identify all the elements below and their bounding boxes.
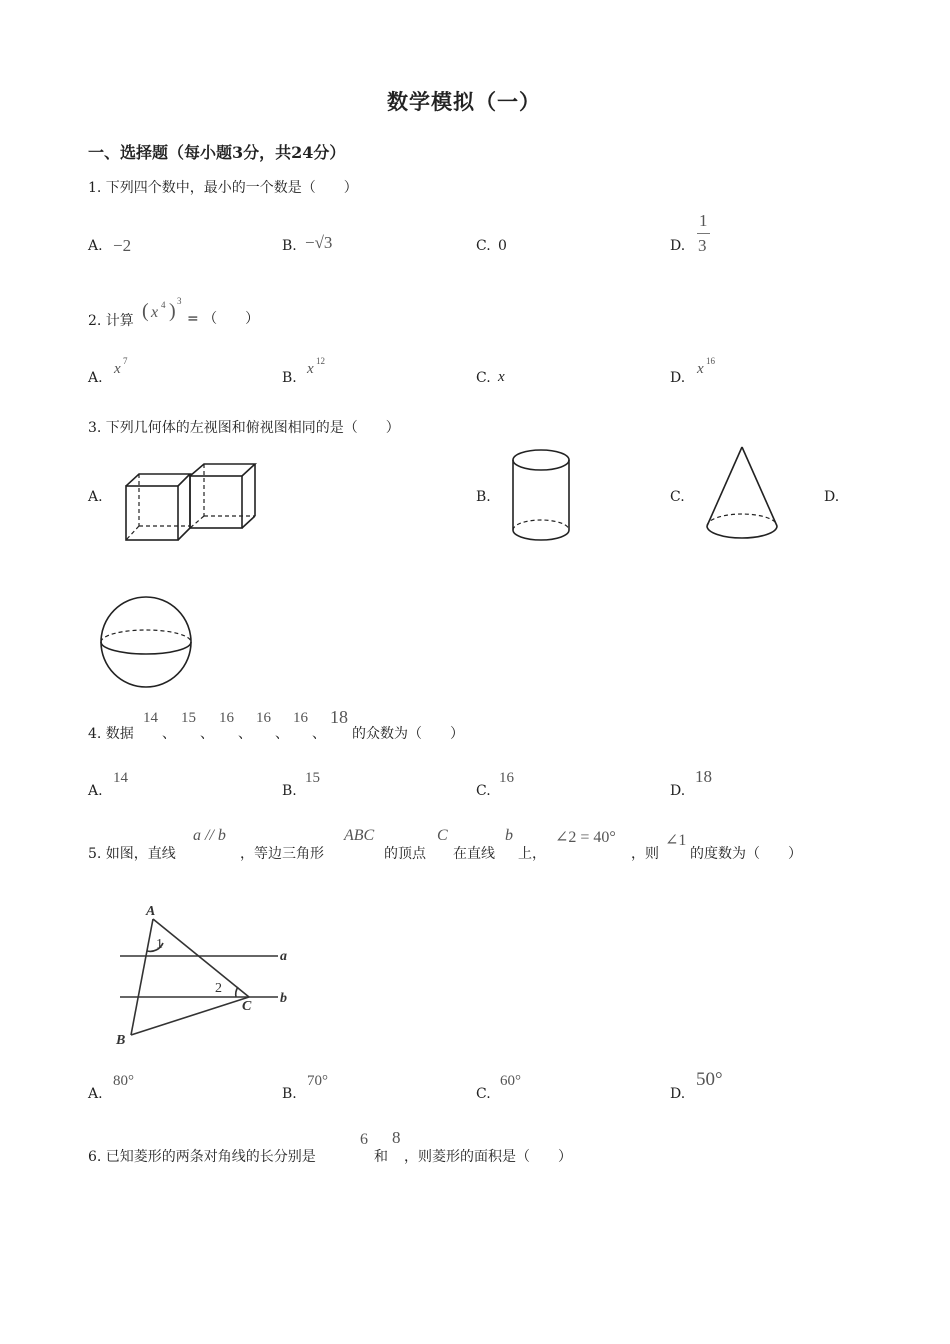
separator: 、 [312, 726, 326, 742]
q3-option-c-label: C. [670, 489, 685, 505]
q5-option-a-label: A. [88, 1086, 103, 1102]
q5-option-b-label: B. [282, 1086, 297, 1102]
q3-option-b-label: B. [476, 489, 491, 505]
question-6-text-3: ，则菱形的面积是（ ） [404, 1149, 572, 1165]
question-6-text-2: 和 [374, 1149, 388, 1165]
q5-option-c-label: C. [476, 1086, 491, 1102]
page-title: 数学模拟（一） [387, 89, 541, 114]
q2-option-b-exponent: 12 [316, 356, 325, 366]
cylinder-figure [508, 446, 576, 546]
question-5-text-3: 的顶点 [384, 846, 426, 862]
q3-option-d-label: D. [824, 489, 840, 505]
q4-option-a-label: A. [88, 783, 103, 799]
question-3-stem: 3. 下列几何体的左视图和俯视图相同的是（ ） [88, 420, 400, 436]
q2-option-a-exponent: 7 [123, 356, 128, 366]
q5-option-d-label: D. [670, 1086, 686, 1102]
q5-option-a-value: 80° [113, 1073, 134, 1089]
q4-option-c-value: 16 [499, 770, 514, 786]
paren-left: ( [142, 300, 149, 322]
q4-data-value: 15 [181, 710, 196, 726]
q6-diagonal-1: 6 [360, 1131, 368, 1148]
q5-math-angle2: ∠2 = 40° [555, 829, 616, 846]
line-a-label: a [280, 949, 287, 964]
vertex-c-label: C [242, 999, 252, 1014]
q4-data-value: 16 [256, 710, 271, 726]
question-6-text-1: 6. 已知菱形的两条对角线的长分别是 [88, 1149, 316, 1165]
q1-option-d-denominator: 3 [698, 236, 707, 255]
q1-option-a-value: −2 [113, 236, 132, 255]
q5-option-c-value: 60° [500, 1073, 521, 1089]
question-5-text-7: 的度数为（ ） [690, 846, 802, 862]
q5-option-b-value: 70° [307, 1073, 328, 1089]
question-5-text-2: ，等边三角形 [240, 846, 324, 862]
angle-1-label: 1 [156, 937, 163, 952]
q4-option-c-label: C. [476, 783, 491, 799]
q1-option-b-label: B. [282, 238, 297, 254]
q5-option-d-value: 50° [696, 1069, 723, 1090]
sphere-figure [96, 593, 196, 691]
q1-option-d-label: D. [670, 238, 686, 254]
question-4-suffix: 的众数为（ ） [352, 726, 464, 742]
angle-2-label: 2 [215, 981, 222, 996]
q2-base: x [151, 304, 159, 321]
q5-math-vertex: C [437, 827, 448, 844]
q5-math-line: b [505, 827, 513, 844]
q5-math-angle1: ∠1 [665, 832, 687, 849]
q4-option-a-value: 14 [113, 770, 128, 786]
q2-option-d-label: D. [670, 370, 686, 386]
separator: 、 [238, 726, 252, 742]
q4-data-value: 14 [143, 710, 158, 726]
separator: 、 [200, 726, 214, 742]
q3-option-a-label: A. [88, 489, 103, 505]
q2-option-c-value: x [498, 369, 505, 385]
question-5-text-6: ，则 [631, 846, 659, 862]
q2-option-c-label: C. [476, 370, 491, 386]
q4-data-value: 16 [293, 710, 308, 726]
q2-outer-exponent: 3 [177, 296, 182, 306]
fraction-bar [697, 233, 710, 234]
q2-option-a-label: A. [88, 370, 103, 386]
question-2-prefix: 2. 计算 [88, 313, 134, 329]
q1-option-c-label: C. [476, 238, 491, 254]
q4-option-b-value: 15 [305, 770, 320, 786]
question-2-suffix: = （ ） [187, 311, 260, 327]
q2-option-d-exponent: 16 [706, 356, 715, 366]
q2-option-b-base: x [307, 361, 314, 377]
q2-option-d-base: x [697, 361, 704, 377]
q1-option-b-value: −√3 [305, 233, 333, 252]
q5-math-parallel: a // b [193, 827, 226, 844]
q4-option-d-value: 18 [695, 767, 712, 786]
q1-option-a-label: A. [88, 238, 103, 254]
vertex-a-label: A [146, 904, 156, 919]
q2-option-b-label: B. [282, 370, 297, 386]
question-5-text-1: 5. 如图，直线 [88, 846, 176, 862]
q4-option-b-label: B. [282, 783, 297, 799]
paren-right: ) [169, 300, 176, 322]
question-5-text-4: 在直线 [453, 846, 495, 862]
parallel-lines-triangle-figure [110, 898, 300, 1050]
question-4-prefix: 4. 数据 [88, 726, 134, 742]
cone-figure [700, 442, 784, 546]
q4-data-value: 18 [330, 707, 348, 727]
q6-diagonal-2: 8 [392, 1128, 401, 1147]
q5-math-triangle: ABC [344, 827, 375, 844]
q2-option-a-base: x [114, 361, 121, 377]
vertex-b-label: B [116, 1033, 126, 1048]
q1-option-d-numerator: 1 [699, 211, 708, 230]
separator: 、 [275, 726, 289, 742]
q4-option-d-label: D. [670, 783, 686, 799]
q2-inner-exponent: 4 [161, 300, 166, 310]
q1-option-c-value: 0 [498, 238, 507, 254]
section-heading: 一、选择题（每小题3分，共24分） [88, 143, 346, 162]
question-1-stem: 1. 下列四个数中，最小的一个数是（ ） [88, 180, 358, 196]
line-b-label: b [280, 991, 287, 1006]
q4-data-value: 16 [219, 710, 234, 726]
question-5-text-5: 上， [518, 846, 546, 862]
two-cubes-figure [120, 458, 260, 544]
separator: 、 [162, 726, 176, 742]
